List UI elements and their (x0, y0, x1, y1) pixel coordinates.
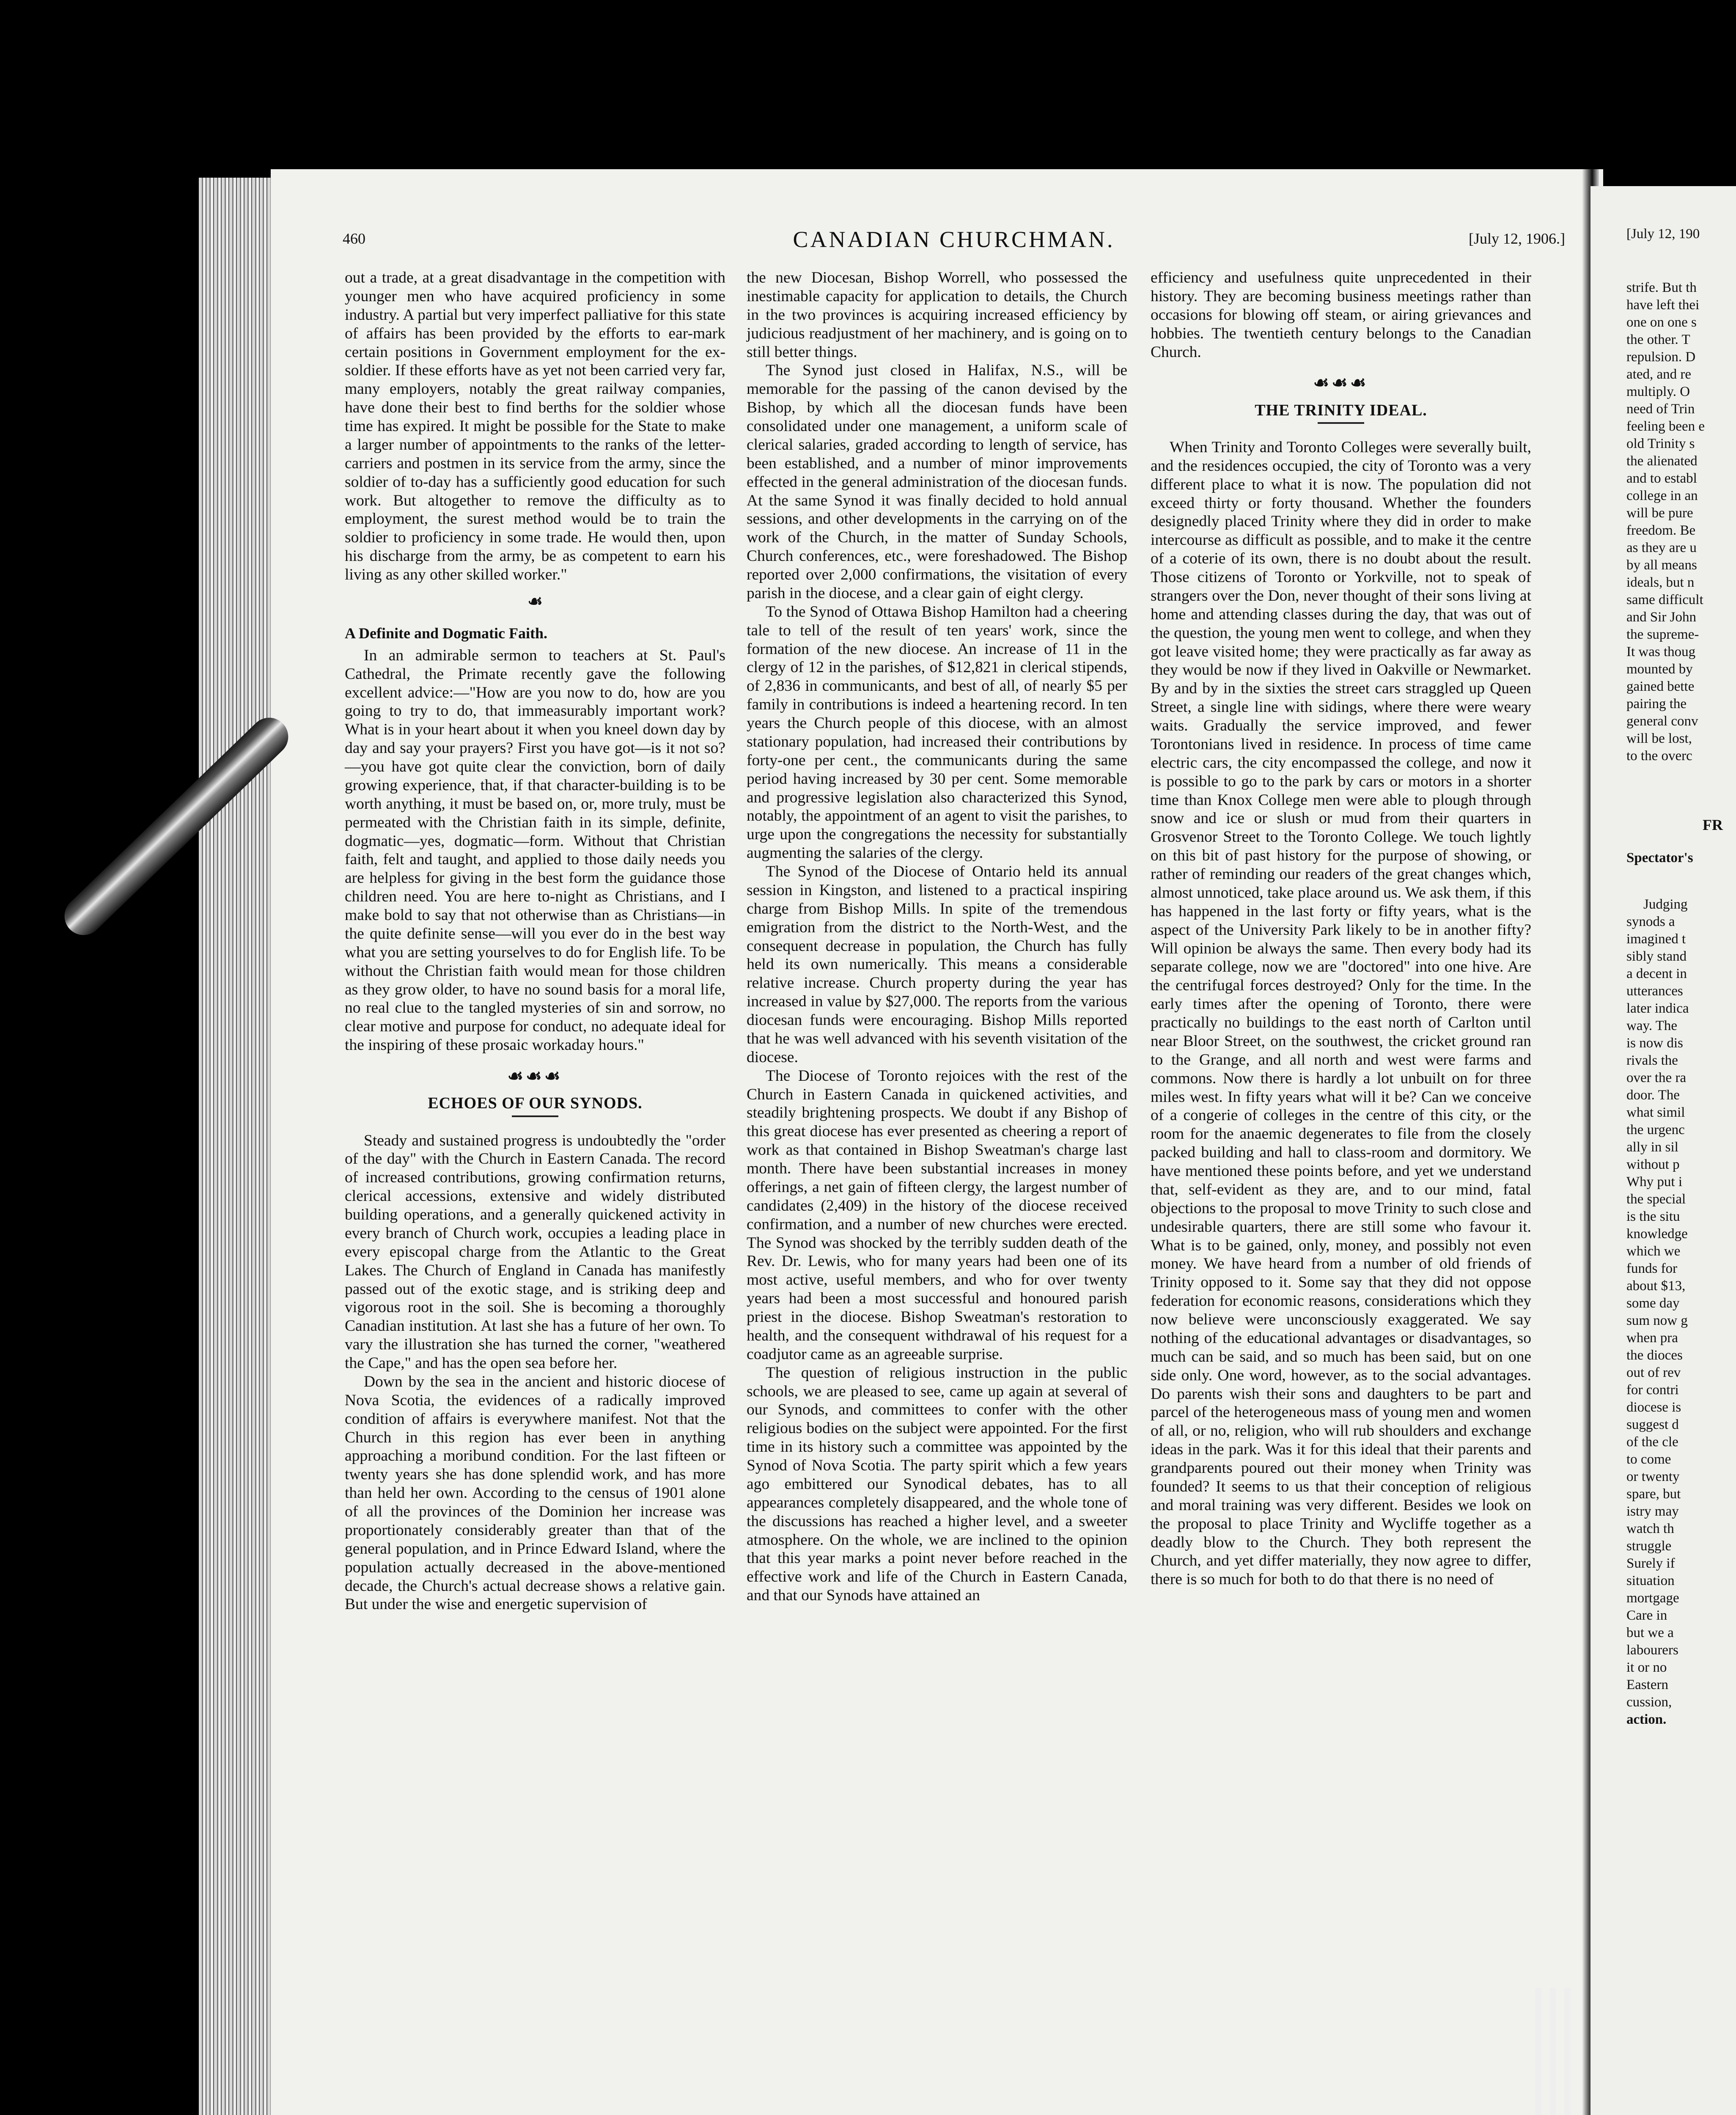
adjacent-subheading: Spectator's (1626, 850, 1693, 865)
adjacent-text-line: same difficult (1626, 592, 1703, 607)
adjacent-text-line: watch th (1626, 1521, 1674, 1536)
adjacent-text-line: over the ra (1626, 1070, 1687, 1085)
adjacent-text-line: synods a (1626, 914, 1675, 929)
adjacent-text-line: Why put i (1626, 1174, 1682, 1189)
adjacent-text-line: the dioces (1626, 1348, 1683, 1363)
scan-edge-bars (1535, 1988, 1574, 2115)
page-header (343, 226, 1565, 252)
adjacent-text-line: as they are u (1626, 540, 1697, 555)
adjacent-text-line: Surely if (1626, 1556, 1675, 1571)
adjacent-text-line: the special (1626, 1192, 1686, 1207)
scan-bar (1535, 1988, 1541, 2115)
adjacent-text-line: sibly stand (1626, 949, 1687, 964)
adjacent-text-line: strife. But th (1626, 280, 1697, 295)
adjacent-text-line: is the situ (1626, 1209, 1680, 1224)
article-paragraph: To the Synod of Ottawa Bishop Hamilton had a cheering tale to tell of the result of ten years' work, since the formation of the new diocese. An increase of 11 in the clergy of 12 in the parishes, of $12,821 in clerical stipends, of 2,836 in communicants, and best of all, of nearly $5 per family in contributions is indeed a heartening record. In ten years the Church people of this diocese, with an almost stationary population, had increased their contributions by forty-one per cent., the communicants during the same period having increased by 30 per cent. Some memorable and progressive legislation also characterized this Synod, notably, the appointment of an agent to visit the parishes, to urge upon the congregations the necessity for substantially augmenting the salaries of the clergy. (747, 603, 1127, 862)
adjacent-text-line: will be lost, (1626, 731, 1692, 746)
adjacent-text-line: repulsion. D (1626, 349, 1696, 365)
column-2 (747, 269, 1127, 1605)
adjacent-text-line: which we (1626, 1244, 1681, 1259)
adjacent-text-line: out of rev (1626, 1365, 1681, 1380)
adjacent-text-line: spare, but (1626, 1486, 1681, 1502)
adjacent-text-line: funds for (1626, 1261, 1678, 1276)
publication-title: CANADIAN CHURCHMAN. (793, 227, 1115, 252)
adjacent-text-line: and to establ (1626, 471, 1697, 486)
adjacent-page-date: [July 12, 190 (1626, 226, 1700, 242)
adjacent-text-line: is now dis (1626, 1036, 1683, 1051)
article-paragraph: The Diocese of Toronto rejoices with the rest of the Church in Eastern Canada in quickened activities, and steadily brightening prospects. We doubt if any Bishop of this great diocese has ever presented as cheering a report of work as that contained in Bishop Sweatman's charge last month. There have been substantial increases in money offerings, a net gain of fifteen clergy, the largest number of candidates (2,409) in the history of the diocese received confirmation, and a number of new churches were erected. The Synod was shocked by the terribly sudden death of the Rev. Dr. Lewis, who for many years had been one of its most active, useful members, and who for over twenty years had been a most successful and honoured parish priest in the diocese. Bishop Sweatman's restoration to health, and the consequent withdrawal of his request for a coadjutor came as an agreeable surprise. (747, 1067, 1127, 1363)
section-heading-definite-faith: A Definite and Dogmatic Faith. (345, 624, 547, 642)
adjacent-page-fragment (1590, 186, 1736, 2115)
adjacent-text-line: pairing the (1626, 696, 1687, 711)
adjacent-text-line: mortgage (1626, 1590, 1679, 1606)
page-number: 460 (343, 230, 365, 247)
scan-bar (1550, 1988, 1556, 2115)
adjacent-text-line: to the overc (1626, 748, 1692, 764)
adjacent-text-line: but we a (1626, 1625, 1674, 1640)
adjacent-text-line: knowledge (1626, 1226, 1688, 1242)
adjacent-text-line: and Sir John (1626, 610, 1696, 625)
adjacent-text-line: gained bette (1626, 679, 1695, 694)
adjacent-text-line: the supreme- (1626, 627, 1699, 642)
article-paragraph: Steady and sustained progress is undoubtedly the "order of the day" with the Church in Eastern Canada. The record of increased contributions, growing confirmation returns, clerical accessions, extensive and widely distributed building operations, and a generally quickened activity in every branch of Church work, occupies a leading place in every episcopal charge from the Atlantic to the Great Lakes. The Church of England in Canada has manifestly passed out of the exotic stage, and is striking deep and vigorous root in the soil. She is becoming a thoroughly Canadian institution. At last she has a future of her own. To vary the illustration she has turned the corner, "weathered the Cape," and has the open sea before her. (345, 1132, 725, 1372)
adjacent-text-line: of the cle (1626, 1434, 1678, 1450)
adjacent-text-line: the other. T (1626, 332, 1690, 347)
article-paragraph: The Synod just closed in Halifax, N.S., will be memorable for the passing of the canon devised by the Bishop, by which all the diocesan funds have been consolidated under one management, a uniform scale of clerical salaries, graded according to length of service, has been established, and a number of minor improvements effected in the general administration of the diocesan funds. At the same Synod it was finally decided to hold annual sessions, and other developments in the carrying on of the work of the Church, in the matter of Sunday Schools, Church conferences, etc., were foreshadowed. The Bishop reported over 2,000 confirmations, the visitation of every parish in the diocese, and a clear gain of eight clergy. (747, 362, 1127, 602)
adjacent-heading: FR (1703, 816, 1723, 833)
article-paragraph: In an admirable sermon to teachers at St. Paul's Cathedral, the Primate recently gave the following excellent advice:—"How are you now to do, how are you going to try to do, that immeasurably important work? What is in your heart about it when you kneel down day by day and say your prayers? First you have got—is it not so?—you have got quite clear the conviction, born of daily growing experience, that, if that character-building is to be worth anything, it must be based on, or, more truly, must be permeated with the Christian faith in its simple, definite, dogmatic—yes, dogmatic—form. Without that Christian faith, felt and taught, and applied to those daily needs you are helpless for giving in the best form the guidance those children need. You are here to-night as Christians, and I make bold to say that not otherwise than as Christians—in the quite definite sense—will you ever do in the best way what you are setting yourselves to do for English life. To be without the Christian faith would mean for those children as they grow older, to have no sound basis for a moral life, no real clue to the tangled mysteries of sin and sorrow, no clear motive and purpose for conduct, no adequate ideal for the inspiring of these prosaic workaday hours." (345, 646, 725, 1054)
issue-date: [July 12, 1906.] (1469, 230, 1565, 247)
adjacent-text-line: later indica (1626, 1001, 1689, 1016)
column-3 (1151, 269, 1531, 1589)
adjacent-text-line: the urgenc (1626, 1122, 1685, 1137)
adjacent-text-line: Judging (1643, 897, 1688, 912)
adjacent-text-line: sum now g (1626, 1313, 1688, 1328)
newspaper-page (271, 169, 1603, 2115)
adjacent-text-line: action. (1626, 1712, 1667, 1727)
adjacent-text-line: ally in sil (1626, 1140, 1678, 1155)
headline-rule (1318, 422, 1364, 424)
article-paragraph: out a trade, at a great disadvantage in the competition with younger men who have acquired proficiency in some industry. A partial but very imperfect palliative for this state of affairs has been provided by the efforts to ear-mark certain positions in Government employment for the ex-soldier. If these efforts have as yet not been carried very far, many employers, notably the great railway companies, have done their best to find berths for the soldier whose time has expired. It might be possible for the State to make a larger number of appointments to the ranks of the letter-carriers and postmen in its service from the army, since the soldier of to-day has a sufficiently good education for such work. But altogether to remove the difficulty as to employment, the surest method would be to train the soldier to proficiency in some trade. He would then, upon his discharge from the army, be as competent to earn his living as any other skilled worker." (345, 269, 725, 583)
section-ornament: ☙ (527, 591, 543, 611)
adjacent-text-line: old Trinity s (1626, 436, 1695, 451)
article-headline-trinity-ideal: THE TRINITY IDEAL. (1255, 401, 1427, 419)
adjacent-text-line: struggle (1626, 1538, 1672, 1554)
adjacent-text-line: need of Trin (1626, 401, 1695, 417)
column-1 (345, 269, 725, 1614)
adjacent-text-line: it or no (1626, 1660, 1667, 1675)
adjacent-text-line: one on one s (1626, 315, 1697, 330)
article-paragraph: efficiency and usefulness quite unprecedented in their history. They are becoming business meetings rather than occasions for blowing off steam, or airing grievances and hobbies. The twentieth century belongs to the Canadian Church. (1151, 269, 1531, 361)
adjacent-text-line: multiply. O (1626, 384, 1690, 399)
adjacent-text-line: without p (1626, 1157, 1680, 1172)
article-headline-echoes-of-synods: ECHOES OF OUR SYNODS. (428, 1094, 643, 1112)
adjacent-text-line: by all means (1626, 558, 1697, 573)
section-ornament: ☙☙☙ (507, 1067, 563, 1087)
adjacent-text-line: Care in (1626, 1608, 1667, 1623)
adjacent-text-line: ideals, but n (1626, 575, 1695, 590)
adjacent-text-line: to come (1626, 1452, 1671, 1467)
adjacent-text-line: labourers (1626, 1643, 1678, 1658)
adjacent-text-line: will be pure (1626, 505, 1693, 521)
adjacent-text-line: suggest d (1626, 1417, 1679, 1432)
adjacent-text-line: door. The (1626, 1088, 1680, 1103)
scan-bar (1564, 1988, 1570, 2115)
adjacent-text-line: about $13, (1626, 1278, 1686, 1294)
adjacent-text-line: ated, and re (1626, 367, 1691, 382)
adjacent-text-line: when pra (1626, 1330, 1678, 1346)
adjacent-text-line: imagined t (1626, 931, 1686, 947)
adjacent-text-line: diocese is (1626, 1400, 1681, 1415)
adjacent-text-line: the alienated (1626, 453, 1698, 469)
adjacent-text-line: Eastern (1626, 1677, 1668, 1692)
adjacent-text-line: what simil (1626, 1105, 1685, 1120)
adjacent-text-line: feeling been e (1626, 419, 1705, 434)
article-paragraph: the new Diocesan, Bishop Worrell, who possessed the inestimable capacity for application to details, the Church in the two provinces is acquiring increased efficiency by judicious readjustment of her machinery, and is going on to still better things. (747, 269, 1127, 361)
adjacent-text-line: way. The (1626, 1018, 1678, 1033)
adjacent-text-line: rivals the (1626, 1053, 1678, 1068)
adjacent-text-line: mounted by (1626, 662, 1693, 677)
adjacent-text-line: some day (1626, 1296, 1680, 1311)
adjacent-text-line: college in an (1626, 488, 1698, 503)
article-paragraph: When Trinity and Toronto Colleges were severally built, and the residences occupied, the city of Toronto was a very different place to what it is now. The population did not exceed thirty or forty thousand. Whether the founders designedly placed Trinity where they did in order to make intercourse as difficult as possible, and to make it the centre of a coterie of its own, there is no doubt about the result. Those citizens of Toronto or Yorkville, not to speak of strangers over the Don, never thought of their sons living at home and attending classes during the day, that was out of the question, the young men went to college, and when they got leave visited home; they were practically as far away as they would be now if they lived in Oakville or Newmarket. By and by in the sixties the street cars straggled up Queen Street, a single line with sidings, where there were weary waits. Gradually the service improved, and fewer Torontonians lived in residence. In process of time came electric cars, the city encompassed the college, and now it is possible to go to the park by cars or motors in a shorter time than Knox College men were able to plough through snow and ice or slush or mud from their quarters in Grosvenor Street to the Toronto College. We touch lightly on this bit of past history for the purpose of showing, or rather of reminding our readers of the great changes which, almost unnoticed, take place around us. We ask them, if this has happened in the last forty or fifty years, what is the aspect of the University Park likely to be in another fifty? Will opinion be always the same. Then every body had its separate college, now we are "doctored" into one hive. Are the centrifugal forces destroyed? Only for the time. In the early times after the opening of Toronto, there were practically no buildings to the east north of Carlton until near Bloor Street, on the southwest, the cricket ground ran to the Grange, and all north and west were farms and commons. Now there is hardly a lot unbuilt on for three miles west. In fifty years what will it be? Can we conceive of a congerie of colleges in the centre of this city, or the room for the anaemic degenerates to file from the closely packed building and hall to class-room and dormitory. We have mentioned these points before, and yet we understand that, self-evident as they are, and to our mind, fatal objections to the proposal to move Trinity to such close and undesirable quarters, there are still some who favour it. What is to be gained, only, money, and possibly not even money. We have heard from a number of old friends of Trinity opposed to it. Some say that they did not oppose federation for economic reasons, considerations which they now believe were unconsciously exaggerated. We say nothing of the educational advantages or disadvantages, so much can be said, and so much has been said, but on one side only. One word, however, as to the social advantages. Do parents wish their sons and daughters to be part and parcel of the heterogeneous mass of young men and women of all, or no, religion, who will rub shoulders and exchange ideas in the park. Was it for this ideal that their parents and grandparents poured out their money when Trinity was founded? It seems to us that their conception of religious and moral training was very different. Besides we look on the proposal to place Trinity and Wycliffe together as a deadly blow to the Church. They both represent the Church, and yet differ materially, they now agree to differ, there is so much for both to do that there is no need of (1151, 438, 1531, 1588)
headline-rule (512, 1115, 558, 1117)
adjacent-page-text (1626, 279, 1723, 1728)
article-paragraph: Down by the sea in the ancient and historic diocese of Nova Scotia, the evidences of a radically improved condition of affairs is everywhere manifest. Not that the Church in this region has ever been in anything approaching a moribund condition. For the last fifteen or twenty years she has done splendid work, and has more than held her own. According to the census of 1901 alone of all the provinces of the Dominion her increase was proportionately considerably greater than that of the general population, and in Prince Edward Island, where the population actually decreased in the above-mentioned decade, the Church's actual decrease shows a relative gain. But under the wise and energetic supervision of (345, 1373, 725, 1613)
adjacent-text-line: It was thoug (1626, 644, 1696, 659)
adjacent-text-line: utterances (1626, 983, 1683, 999)
section-ornament: ☙☙☙ (1313, 374, 1369, 393)
adjacent-text-line: freedom. Be (1626, 523, 1696, 538)
adjacent-text-line: for contri (1626, 1382, 1679, 1398)
article-paragraph: The Synod of the Diocese of Ontario held its annual session in Kingston, and listened to a practical inspiring charge from Bishop Mills. In spite of the tremendous emigration from the district to the North-West, and the consequent decrease in population, the Church has fully held its own numerically. This means a considerable relative increase. Church property during the year has increased in value by $27,000. The reports from the various diocesan funds were encouraging. Bishop Mills reported that he was well advanced with his seventh visitation of the diocese. (747, 863, 1127, 1066)
adjacent-text-line: istry may (1626, 1504, 1679, 1519)
adjacent-text-line: situation (1626, 1573, 1675, 1588)
adjacent-text-line: cussion, (1626, 1695, 1672, 1710)
article-paragraph: The question of religious instruction in the public schools, we are pleased to see, came up again at several of our Synods, and committees to confer with the other religious bodies on the subject were appointed. For the first time in its history such a committee was appointed by the Synod of Nova Scotia. The party spirit which a few years ago embittered our Synodical debates, has to all appearances completely disappeared, and the whole tone of the discussions has reached a higher level, and a sweeter atmosphere. On the whole, we are inclined to the opinion that this year marks a point never before reached in the effective work and life of the Church in Eastern Canada, and that our Synods have attained an (747, 1364, 1127, 1604)
adjacent-text-line: have left thei (1626, 297, 1700, 313)
adjacent-text-line: or twenty (1626, 1469, 1680, 1484)
adjacent-text-line: general conv (1626, 714, 1698, 729)
adjacent-text-line: a decent in (1626, 966, 1687, 981)
